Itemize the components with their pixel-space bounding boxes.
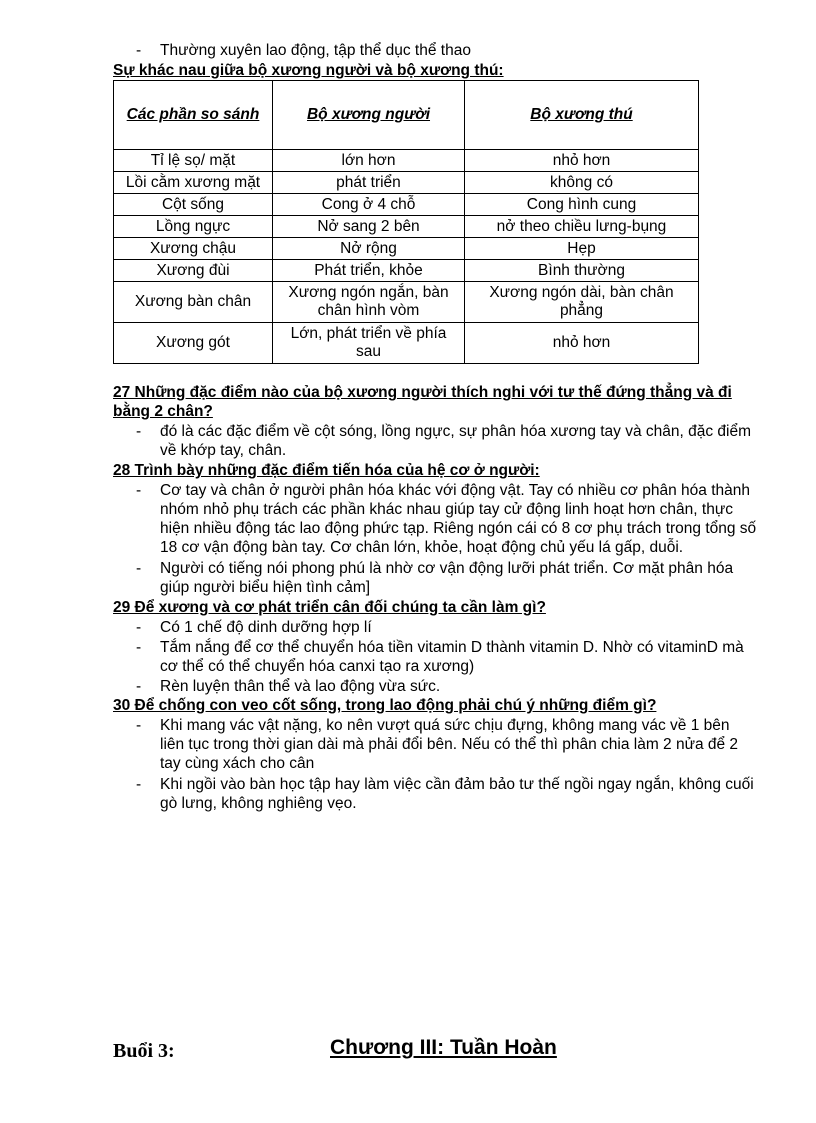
q28-answer-line: giúp người biểu hiện tình cảm]	[160, 579, 371, 596]
table-cell: Cong hình cung	[465, 194, 699, 216]
table-header-cell: Bộ xương thú	[465, 81, 699, 150]
table-cell: Nở sang 2 bên	[273, 216, 465, 238]
bullet-dash: -	[136, 776, 142, 793]
table-cell: Cột sống	[114, 194, 273, 216]
q28-answer-line: hiện nhiều động tác lao động phức tạp. Riêng ngón cái có 8 cơ phụ trách trong tổng số	[160, 520, 757, 537]
intro-bullet-text: Thường xuyên lao động, tập thể dục thể thao	[160, 42, 471, 59]
table-heading: Sự khác nau giữa bộ xương người và bộ xương thú:	[113, 62, 504, 79]
q28-heading: 28 Trình bày những đặc điểm tiến hóa của hệ cơ ở người:	[113, 462, 540, 479]
bullet-dash: -	[136, 678, 142, 695]
table-header-cell: Các phần so sánh	[114, 81, 273, 150]
comparison-table	[113, 80, 699, 364]
table-cell: không có	[465, 172, 699, 194]
session-label: Buổi 3:	[113, 1040, 175, 1062]
chapter-title: Chương III: Tuần Hoàn	[330, 1036, 557, 1059]
table-header-row	[114, 81, 699, 150]
table-cell: nhỏ hơn	[465, 323, 699, 364]
table-cell: Xương ngón dài, bàn chân phẳng	[465, 282, 699, 323]
q27-heading-cont: bằng 2 chân?	[113, 403, 213, 420]
q27-answer-line: đó là các đặc điểm về cột sóng, lồng ngực, sự phân hóa xương tay và chân, đặc điểm	[160, 423, 752, 440]
q29-answer-line: Có 1 chế độ dinh dưỡng hợp lí	[160, 619, 372, 636]
bullet-dash: -	[136, 482, 142, 499]
table-cell: Lồng ngực	[114, 216, 273, 238]
table-cell: nhỏ hơn	[465, 150, 699, 172]
table-row	[114, 150, 699, 172]
q27-answer-line: về khớp tay, chân.	[160, 442, 287, 459]
table-row	[114, 323, 699, 364]
table-cell: Hẹp	[465, 238, 699, 260]
bullet-dash: -	[136, 619, 142, 636]
bullet-dash: -	[136, 423, 142, 440]
q29-answer-line: cơ thể có thể chuyển hóa canxi tạo ra xương)	[160, 658, 475, 675]
q30-answer-line: tay cùng xách cho cân	[160, 755, 315, 772]
q27-heading: 27 Những đặc điểm nào của bộ xương người thích nghi với tư thế đứng thẳng và đi	[113, 384, 732, 401]
table-header-cell: Bộ xương người	[273, 81, 465, 150]
table-row	[114, 282, 699, 323]
q28-answer-line: Người có tiếng nói phong phú là nhờ cơ vận động lưỡi phát triển. Cơ mặt phân hóa	[160, 560, 734, 577]
table-cell: Xương bàn chân	[114, 282, 273, 323]
bullet-dash: -	[136, 42, 142, 59]
table-row	[114, 260, 699, 282]
table-cell: Xương ngón ngắn, bàn chân hình vòm	[273, 282, 465, 323]
table-cell: Cong ở 4 chỗ	[273, 194, 465, 216]
bullet-dash: -	[136, 560, 142, 577]
table-cell: nở theo chiều lưng-bụng	[465, 216, 699, 238]
bullet-dash: -	[136, 717, 142, 734]
table-cell: Nở rộng	[273, 238, 465, 260]
q30-answer-line: Khi ngồi vào bàn học tập hay làm việc cần đảm bảo tư thế ngồi ngay ngắn, không cuối	[160, 776, 754, 793]
bullet-dash: -	[136, 639, 142, 656]
q30-heading: 30 Để chống con veo cốt sống, trong lao động phải chú ý những điểm gì?	[113, 697, 657, 714]
table-cell: Lồi cằm xương mặt	[114, 172, 273, 194]
q28-answer-line: Cơ tay và chân ở người phân hóa khác với động vật. Tay có nhiều cơ phân hóa thành	[160, 482, 751, 499]
table-row	[114, 238, 699, 260]
table-cell: Phát triển, khỏe	[273, 260, 465, 282]
table-cell: Xương gót	[114, 323, 273, 364]
table-cell: lớn hơn	[273, 150, 465, 172]
q30-answer-line: liên tục trong thời gian dài mà phải đổi bên. Nếu có thể thì phân chia làm 2 nửa để 2	[160, 736, 739, 753]
table-cell: Bình thường	[465, 260, 699, 282]
table-row	[114, 216, 699, 238]
table-row	[114, 172, 699, 194]
table-cell: Tỉ lệ sọ/ mặt	[114, 150, 273, 172]
table-cell: Lớn, phát triển về phía sau	[273, 323, 465, 364]
q29-heading: 29 Để xương và cơ phát triển cân đối chúng ta cần làm gì?	[113, 599, 546, 616]
q28-answer-line: 18 cơ vận động bàn tay. Cơ chân lớn, khỏe, hoạt động chủ yếu lá gấp, duỗi.	[160, 539, 684, 556]
q28-answer-line: nhóm nhỏ phụ trách các phần khác nhau giúp tay cử động linh hoạt hơn chân, thực	[160, 501, 733, 518]
q29-answer-line: Tắm nắng để cơ thể chuyển hóa tiền vitamin D thành vitamin D. Nhờ có vitaminD mà	[160, 639, 744, 656]
q29-answer-line: Rèn luyện thân thể và lao động vừa sức.	[160, 678, 441, 695]
table-cell: Xương đùi	[114, 260, 273, 282]
table-cell: phát triển	[273, 172, 465, 194]
table-cell: Xương chậu	[114, 238, 273, 260]
q30-answer-line: gò lưng, không nghiêng vẹo.	[160, 795, 357, 812]
q30-answer-line: Khi mang vác vật nặng, ko nên vượt quá sức chịu đựng, không mang vác về 1 bên	[160, 717, 730, 734]
table-row	[114, 194, 699, 216]
